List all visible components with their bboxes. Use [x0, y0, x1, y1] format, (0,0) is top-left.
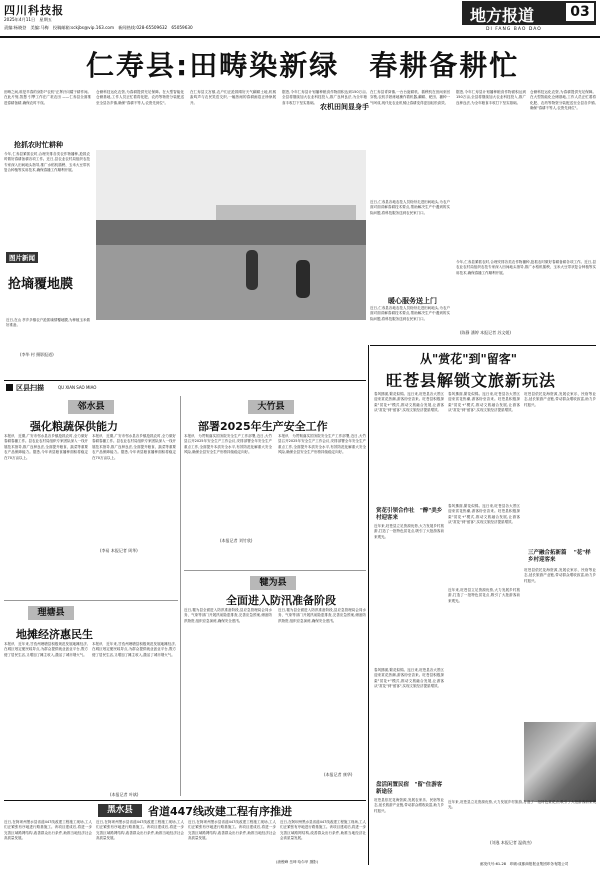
photo-news-title: 抢墒覆地膜 [8, 277, 74, 292]
story3-tag: 犍为县 [250, 576, 296, 590]
page-number: 03 [566, 3, 594, 21]
right-text-2: 近日,仁寿县各地农技人员纷纷走进田间地头,为农户面对面讲解春耕技术要点,帮助解决生产中遇到的实际问题,将科技服务送到农民家门口。 [370, 306, 450, 321]
quick-label-pinyin: QU XIAN SAO MIAO [58, 385, 97, 390]
story5-headline: 省道447线改建工程有序推进 [148, 805, 292, 818]
story5-text-d: 近日,在阿坝州黑水县省道447线改建工程施工现场,工人们正紧张有序地进行路基施工。该项目建成后,将进一步完善区域路网结构,改善群众出行条件,助推当地经济社会高质量发展。 [280, 820, 366, 841]
photo-trees [96, 220, 366, 245]
story2-tag: 大竹县 [248, 400, 294, 414]
left-subhead: 抢抓农时忙耕种 [14, 141, 63, 149]
story4-tag: 理塘县 [28, 606, 74, 620]
divider-v2 [180, 396, 181, 796]
story3-text-b: 近日,犍为县全面进入防汛准备阶段,县应急管理局会同水务、气象等部门开展汛前隐患排查,完善应急预案,储备防汛物资,组织应急演练,确保安全度汛。 [278, 608, 366, 623]
lead-col-2: 仓储科技运化农资,为春耕提供充足保障。在大型智能化仓储基地,工作人员正忙着将化肥、农药等物资分装配送至全县各乡镇,确保"春耕不等人,农资先到位"。 [96, 90, 184, 105]
story5-tag: 黑水县 [98, 804, 142, 817]
farmer-figure-2 [296, 260, 310, 298]
story5-credit: (唐俊峰 岳坤 哈尔甲 摄影) [276, 860, 319, 864]
photo-credit: (李华 村 摄影报道) [20, 352, 54, 357]
story5-rule [4, 800, 366, 801]
right-text-1b: 据悉,今年仁寿县计划播种粮食作物面积达到150万亩,全县将继续加大农业科技投入,推广良种良法,为全年粮食丰收打下坚实基础。 [456, 90, 526, 105]
farmer-figure-1 [246, 250, 258, 290]
masthead [0, 0, 600, 40]
story2-headline: 部署2025年生产安全工作 [198, 420, 328, 433]
feature-text-2: 春风拂面,繁花似锦。连日来,旺苍县各大景区迎来赏花热潮,游客纷至沓来。旺苍县积极探索"赏花+"模式,推动文旅融合发展,让游客从"赏花"到"留客",实现文旅经济提质增效。 [448, 392, 520, 413]
lead-col-3: 在仁寿县文宫镇,农户们正抢抓晴好天气翻耕土地,机械轰鸣声与农民笑语交织,一幅热闹的春耕画卷正徐徐展开。 [190, 90, 276, 105]
story5-text-a: 近日,在阿坝州黑水县省道447线改建工程施工现场,工人们正紧张有序地进行路基施工。该项目建成后,将进一步完善区域路网结构,改善群众出行条件,助推当地经济社会高质量发展。 [4, 820, 92, 841]
farm-photo [96, 150, 366, 320]
feature-sub3: 盘活闲置民宿 "留"住游客新途径 [376, 782, 443, 795]
story1-credit: (李易 本报记者 周华) [100, 548, 138, 553]
story5-text-b: 近日,在阿坝州黑水县省道447线改建工程施工现场,工人们正紧张有序地进行路基施工。该项目建成后,将进一步完善区域路网结构,改善群众出行条件,助推当地经济社会高质量发展。 [96, 820, 184, 841]
feature-text-5: 近年来,旺苍县立足资源优势,大力发展乡村旅游,打造了一批特色赏花点,吸引了大批游客前来观光。 [448, 588, 520, 603]
story3-credit: (本报记者 康华) [324, 772, 353, 777]
feature-credit: (刘逸 本报记者 温倩杰) [490, 840, 532, 845]
right-subhead-1: 农机田间显身手 [320, 103, 369, 111]
contact-line: 责编:杨晓登 美编:马梅 投稿邮箱:sckjbs@vip.163.com 新闻热线:028-65509632 65059630 [4, 25, 193, 30]
feature-text-8: 近年来,旺苍县立足资源优势,大力发展乡村旅游,打造了一批特色赏花点,吸引了大批游客前来观光。 [448, 800, 596, 810]
feature-text-1: 春风拂面,繁花似锦。连日来,旺苍县各大景区迎来赏花热潮,游客纷至沓来。旺苍县积极探索"赏花+"模式,推动文旅融合发展,让游客从"赏花"到"留客",实现文旅经济提质增效。 [374, 392, 444, 413]
quick-label-icon [6, 384, 13, 391]
lead-headline: 仁寿县:田畴染新绿 春耕备耕忙 [86, 49, 520, 82]
story5-text-c: 近日,在阿坝州黑水县省道447线改建工程施工现场,工人们正紧张有序地进行路基施工。该项目建成后,将进一步完善区域路网结构,改善群众出行条件,助推当地经济社会高质量发展。 [188, 820, 276, 841]
feature-sub1: 赏花引领合作社 "醉"美乡村迎客来 [376, 508, 443, 521]
right-text-1d: 近日,仁寿县各地农技人员纷纷走进田间地头,为农户面对面讲解春耕技术要点,帮助解决生产中遇到的实际问题,将科技服务送到农民家门口。 [370, 200, 450, 215]
date-line: 2025年4月11日 星期五 [4, 17, 52, 22]
right-text-2b: 今年,仁寿县紧抓农时,合理安排各类农作物播种,抢抓农时做好春耕备耕各项工作。近日,县农业农村局组织农技专家深入田间地头指导,推广水稻机插秧、玉米大豆带状复合种植等实用技术,确保春播工作顺利开展。 [456, 260, 596, 275]
story4-credit: (本报记者 叶斌) [110, 792, 139, 797]
right-subhead-2: 暖心服务送上门 [388, 297, 437, 305]
header-rule [0, 36, 600, 38]
right-text-1a: 在仁寿县青岗镇,一台台旋耕机、插秧机在田间来回穿梭,农机手熟练地操作着机器,翻耕、耙田、播种一气呵成,现代化农业机械让春耕变得更加轻松高效。 [370, 90, 450, 105]
feature-kicker: 从"赏花"到"留客" [420, 352, 518, 366]
lead-col-4: 据悉,今年仁寿县计划播种粮食作物面积达到150万亩,全县将继续加大农业科技投入,推广良种良法,为全年粮食丰收打下坚实基础。 [282, 90, 367, 105]
story2-text-a: 本报讯 为贯彻落实国务院安全生产工作部署,近日,大竹县召开2025年安全生产工作会议,安排部署全年安全生产重点工作,全面提升本质安全水平,有效防范化解重大安全风险,确保全县安全生产形势持续稳定向好。 [184, 434, 272, 455]
story1-text-a: 本报讯 近期,广安市邻水县各乡镇抢抓农时,全力做好春耕春播工作。县农业农村局组织专家团队深入一线开展技术指导,推广良种良法,全面提升粮食、蔬菜等重要农产品保障能力。据悉,今年该县粮食播种面积将稳定在70万亩以上。 [4, 434, 88, 460]
feature-sub1-text: 近年来,旺苍县立足资源优势,大力发展乡村旅游,打造了一批特色赏花点,吸引了大批游客前来观光。 [374, 524, 444, 539]
left-text: 今年,仁寿县紧抓农时,合理安排各类农作物播种,抢抓农时做好春耕备耕各项工作。近日,县农业农村局组织农技专家深入田间地头指导,推广水稻机插秧、玉米大豆带状复合种植等实用技术,确保春播工作顺利开展。 [4, 152, 90, 173]
divider-h-left [4, 600, 178, 601]
quick-rule [4, 380, 366, 381]
feature-sub2: 三产融合拓新篇 "花"样乡村迎客来 [528, 550, 591, 563]
photo-news-label: 图片新闻 [6, 252, 38, 263]
section-pinyin: DI FANG BAO DAO [486, 27, 542, 32]
feature-text-7: 旺苍县依托花海资源,发展农家乐、民宿等业态,延长旅游产业链,带动群众增收致富,助力乡村振兴。 [374, 798, 444, 813]
photo-caption: 近日,在山 亭乡多镇农户抢抓墒情覆地膜,为种植玉米做好准备。 [6, 318, 90, 328]
divider-v1 [368, 345, 369, 865]
section-name: 地方报道 [470, 6, 535, 25]
right-credit: (陈静 潘婷 本报记者 苏文媛) [460, 330, 511, 335]
photo-field [96, 245, 366, 320]
story4-headline: 地摊经济惠民生 [16, 628, 93, 641]
footer-note: 邮发代号:61-28 印刷:成都商报报业集团印务有限公司 [480, 862, 569, 866]
feature-photo [524, 722, 596, 802]
story1-text-b: 本报讯 近期,广安市邻水县各乡镇抢抓农时,全力做好春耕春播工作。县农业农村局组织专家团队深入一线开展技术指导,推广良种良法,全面提升粮食、蔬菜等重要农产品保障能力。据悉,今年该县粮食播种面积将稳定在70万亩以上。 [92, 434, 176, 460]
feature-text-3: 旺苍县依托花海资源,发展农家乐、民宿等业态,延长旅游产业链,带动群众增收致富,助力乡村振兴。 [524, 392, 596, 407]
lead-col-1: 田畴之间,谁是早春的身影?"农机"正挥汗闪耀于耕作间。 在此片刻,智慧 引擎工作在广袤农田 ——仁寿县全面推进春耕备耕,确保农时不误。 [4, 90, 95, 105]
story1-headline: 强化粮蔬保供能力 [30, 420, 118, 433]
feature-sub2-text: 旺苍县依托花海资源,发展农家乐、民宿等业态,延长旅游产业链,带动群众增收致富,助力乡村振兴。 [524, 568, 596, 583]
story2-credit: (本报记者 刘竹欣) [220, 538, 253, 543]
paper-name: 四川科技报 [4, 4, 64, 17]
quick-label: 区县扫描 [16, 384, 44, 392]
story1-tag: 邻水县 [68, 400, 114, 414]
story4-text-b: 本报讯 近年来,甘孜州理塘县积极规范发展地摊经济,在城区划定便民疏导点,为群众提供就业创业平台,既方便了居民生活,又增加了摊主收入,激活了城市烟火气。 [92, 642, 176, 657]
feature-text-6: 春风拂面,繁花似锦。连日来,旺苍县各大景区迎来赏花热潮,游客纷至沓来。旺苍县积极探索"赏花+"模式,推动文旅融合发展,让游客从"赏花"到"留客",实现文旅经济提质增效。 [374, 668, 444, 689]
feature-text-4: 春风拂面,繁花似锦。连日来,旺苍县各大景区迎来赏花热潮,游客纷至沓来。旺苍县积极探索"赏花+"模式,推动文旅融合发展,让游客从"赏花"到"留客",实现文旅经济提质增效。 [448, 504, 520, 525]
story3-headline: 全面进入防汛准备阶段 [226, 594, 336, 607]
story4-text-a: 本报讯 近年来,甘孜州理塘县积极规范发展地摊经济,在城区划定便民疏导点,为群众提供就业创业平台,既方便了居民生活,又增加了摊主收入,激活了城市烟火气。 [4, 642, 88, 657]
feature-headline: 旺苍县解锁文旅新玩法 [386, 371, 557, 390]
story3-text-a: 近日,犍为县全面进入防汛准备阶段,县应急管理局会同水务、气象等部门开展汛前隐患排查,完善应急预案,储备防汛物资,组织应急演练,确保安全度汛。 [184, 608, 272, 623]
divider-h-mid [184, 570, 366, 571]
feature-rule [370, 345, 596, 346]
story2-text-b: 本报讯 为贯彻落实国务院安全生产工作部署,近日,大竹县召开2025年安全生产工作会议,安排部署全年安全生产重点工作,全面提升本质安全水平,有效防范化解重大安全风险,确保全县安全生产形势持续稳定向好。 [278, 434, 366, 455]
right-text-1c: 仓储科技运化农资,为春耕提供充足保障。在大型智能化仓储基地,工作人员正忙着将化肥、农药等物资分装配送至全县各乡镇,确保"春耕不等人,农资先到位"。 [530, 90, 596, 111]
